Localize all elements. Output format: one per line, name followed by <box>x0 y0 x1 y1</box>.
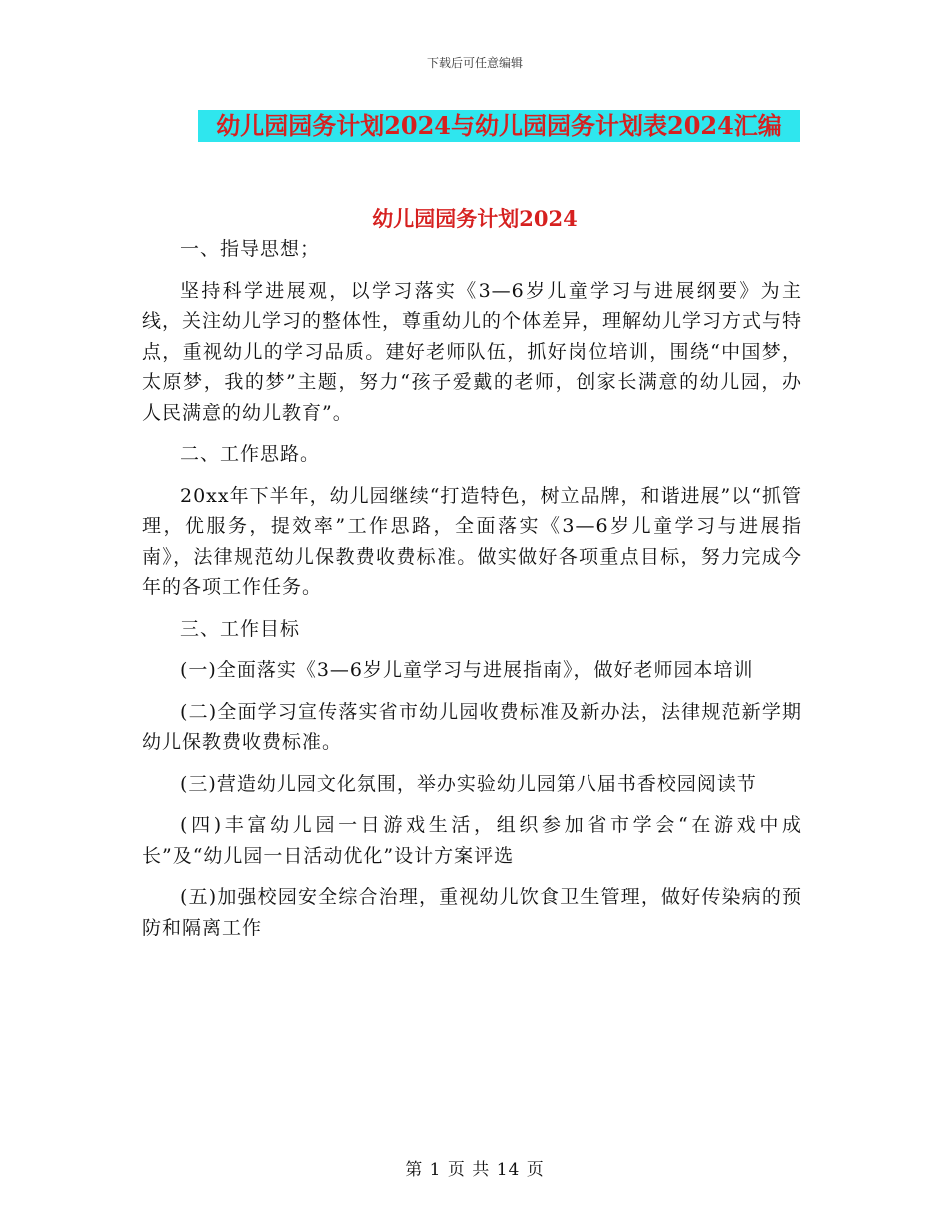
paragraph-goals-heading: 三、工作目标 <box>180 617 301 640</box>
paragraph-goal-4: (四)丰富幼儿园一日游戏生活，组织参加省市学会“在游戏中成长”及“幼儿园一日活动优化”设计方案评选 <box>142 814 802 867</box>
paragraph-goal-5: (五)加强校园安全综合治理，重视幼儿饮食卫生管理，做好传染病的预防和隔离工作 <box>142 886 802 939</box>
paragraph-goal-3: (三)营造幼儿园文化氛围，举办实验幼儿园第八届书香校园阅读节 <box>180 772 757 795</box>
paragraph-guiding-body: 坚持科学进展观，以学习落实《3—6岁儿童学习与进展纲要》为主线，关注幼儿学习的整体性，尊重幼儿的个体差异，理解幼儿学习方式与特点，重视幼儿的学习品质。建好老师队伍，抓好岗位培训，围绕“中国梦，太原梦，我的梦”主题，努力“孩子爱戴的老师，创家长满意的幼儿园，办人民满意的幼儿教育”。 <box>142 279 803 424</box>
page-number: 第 1 页 共 14 页 <box>405 1160 545 1180</box>
paragraph-goal-2: (二)全面学习宣传落实省市幼儿园收费标准及新办法，法律规范新学期幼儿保教费收费标准。 <box>142 700 802 753</box>
section-title: 幼儿园园务计划2024 <box>372 206 578 231</box>
document-body <box>142 222 802 943</box>
header-note: 下载后可任意编辑 <box>426 56 523 70</box>
paragraph-goal-1: (一)全面落实《3—6岁儿童学习与进展指南》，做好老师园本培训 <box>180 659 754 681</box>
paragraph-guiding-heading: 一、指导思想； <box>180 238 321 260</box>
paragraph-approach-body: 20xx年下半年，幼儿园继续“打造特色，树立品牌，和谐进展”以“抓管理，优服务，提效率”工作思路，全面落实《3—6岁儿童学习与进展指南》，法律规范幼儿保教费收费标准。做实做好各项重点目标，努力完成今年的各项工作任务。 <box>142 484 802 598</box>
document-title: 幼儿园园务计划2024与幼儿园园务计划表2024汇编 <box>216 111 782 140</box>
paragraph-approach-heading: 二、工作思路。 <box>180 443 321 465</box>
